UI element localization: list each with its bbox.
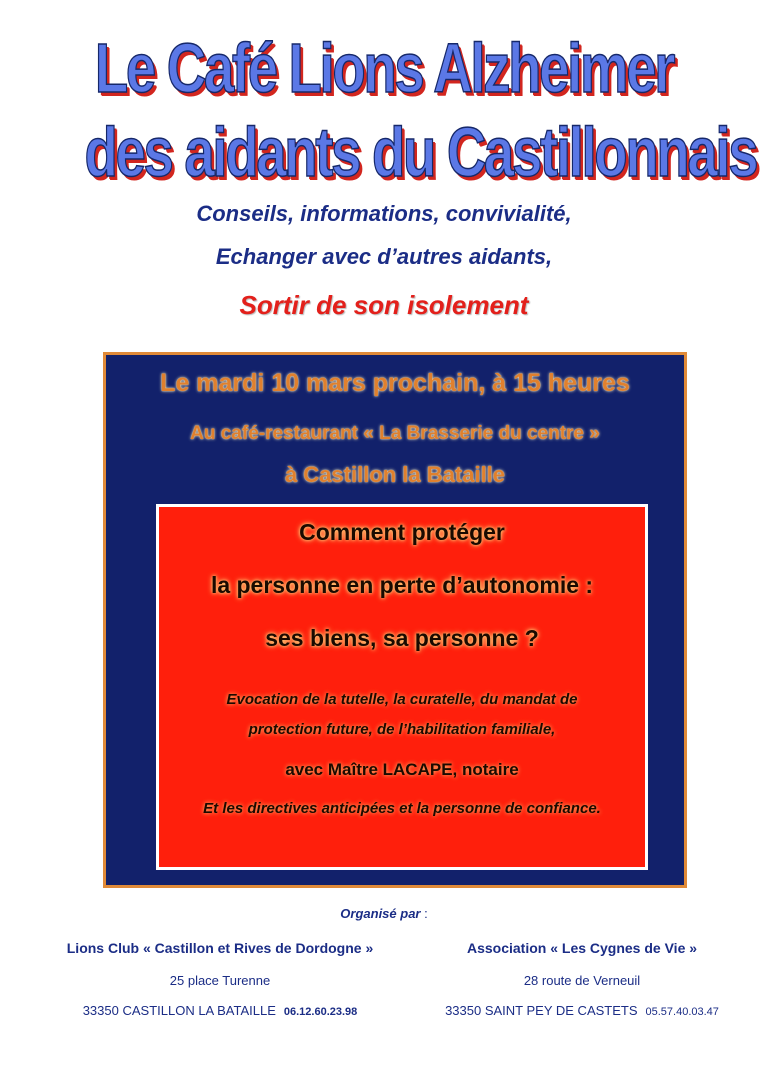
topic-speaker: avec Maître LACAPE, notaire (285, 760, 519, 779)
organizer-name: Lions Club « Castillon et Rives de Dordogne » (66, 940, 374, 956)
organizer-city-line (420, 1002, 744, 1020)
organizer-city: 33350 SAINT PEY DE CASTETS (445, 1003, 638, 1018)
organizer-phone: 06.12.60.23.98 (283, 1006, 358, 1018)
organizer-city-line (40, 1002, 400, 1020)
organizer-cygnes-de-vie (420, 938, 744, 1020)
organizer-lions-club (40, 938, 400, 1020)
organizers-heading (0, 906, 768, 921)
topic-detail-line-2: protection future, de l’habilitation familiale, (248, 721, 556, 738)
topic-question-line-1: Comment protéger (299, 519, 505, 545)
subtitle-highlight: Sortir de son isolement (239, 290, 529, 320)
organizer-phone: 05.57.40.03.47 (645, 1006, 719, 1018)
subtitle-line-2: Echanger avec d’autres aidants, (215, 244, 553, 269)
organizer-name: Association « Les Cygnes de Vie » (466, 940, 698, 956)
event-venue: Au café-restaurant « La Brasserie du centre » (190, 423, 600, 444)
topic-question-line-2: la personne en perte d’autonomie : (210, 572, 594, 598)
topic-question-line-3: ses biens, sa personne ? (265, 625, 539, 651)
event-town: à Castillon la Bataille (284, 462, 506, 487)
topic-detail-line-3: Et les directives anticipées et la personne de confiance. (203, 800, 601, 817)
topic-detail-line-1: Evocation de la tutelle, la curatelle, du mandat de (226, 691, 578, 708)
organizer-city: 33350 CASTILLON LA BATAILLE (82, 1003, 276, 1018)
subtitle-line-1: Conseils, informations, convivialité, (196, 201, 572, 226)
poster-title-line-1: Le Café Lions Alzheimer (94, 29, 674, 107)
organizer-address: 28 route de Verneuil (523, 973, 641, 988)
organizers-colon: : (420, 906, 428, 921)
organizer-address: 25 place Turenne (169, 973, 271, 988)
organizers-label: Organisé par (340, 906, 421, 921)
event-date: Le mardi 10 mars prochain, à 15 heures (160, 369, 630, 397)
poster-title-line-2: des aidants du Castillonnais (84, 113, 757, 191)
